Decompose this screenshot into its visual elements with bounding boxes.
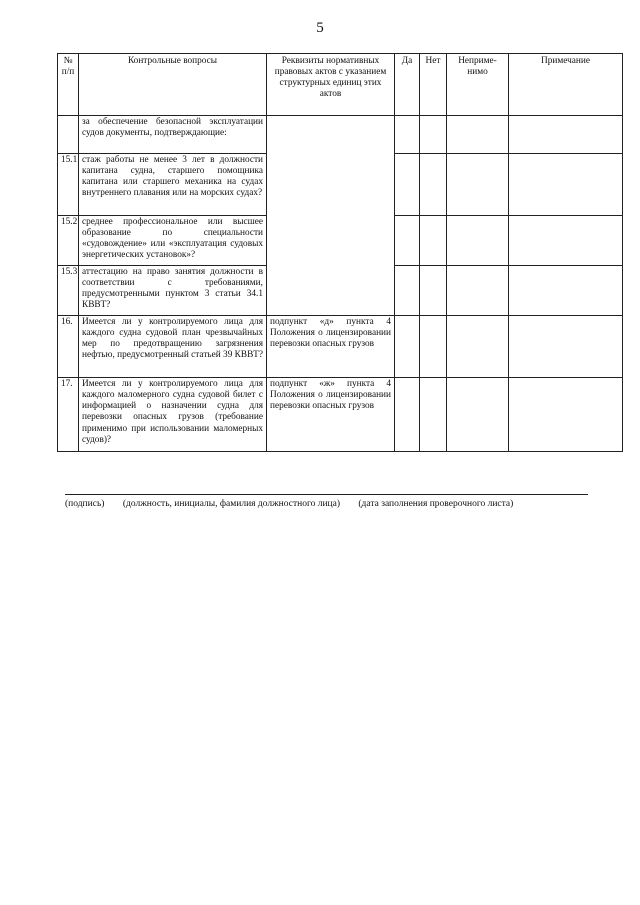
signature-line: [65, 494, 588, 495]
note-cell[interactable]: [509, 154, 623, 216]
row-question: аттестацию на право занятия должности в соответствии с требованиями, предусмотренными пунктом 3 статьи 34.1 КВВТ?: [79, 266, 267, 316]
yes-cell[interactable]: [395, 154, 420, 216]
row-question: Имеется ли у контролируемого лица для каждого маломерного судна судовой билет с информацией о назначении судна для перевозки опасных грузов (требование применимо при использовании маломерных судов)?: [79, 378, 267, 452]
signature-label: (подпись): [65, 499, 105, 509]
row-question: за обеспечение безопасной эксплуатации судов документы, подтверждающие:: [79, 116, 267, 154]
not-applicable-cell[interactable]: [447, 216, 509, 266]
yes-cell[interactable]: [395, 216, 420, 266]
row-number: 15.3: [58, 266, 79, 316]
page-number: 5: [316, 20, 324, 36]
header-num: № п/п: [58, 54, 79, 116]
row-question: стаж работы не менее 3 лет в должности капитана судна, старшего помощника капитана или старшего механика на судах внутреннего плавания или на морских судах?: [79, 154, 267, 216]
not-applicable-cell[interactable]: [447, 316, 509, 378]
yes-cell[interactable]: [395, 316, 420, 378]
row-number: 16.: [58, 316, 79, 378]
note-cell[interactable]: [509, 266, 623, 316]
table-row: [58, 116, 623, 154]
yes-cell[interactable]: [395, 266, 420, 316]
header-no: Нет: [420, 54, 447, 116]
note-cell[interactable]: [509, 116, 623, 154]
row-number: [58, 116, 79, 154]
table-row: [58, 316, 623, 378]
row-requisites: [267, 116, 395, 316]
table-header-row: [58, 54, 623, 116]
yes-cell[interactable]: [395, 378, 420, 452]
no-cell[interactable]: [420, 378, 447, 452]
note-cell[interactable]: [509, 216, 623, 266]
note-cell[interactable]: [509, 316, 623, 378]
header-requisites: Реквизиты нормативных правовых актов с указанием структурных единиц этих актов: [267, 54, 395, 116]
no-cell[interactable]: [420, 316, 447, 378]
header-note: Примечание: [509, 54, 623, 116]
row-question: среднее профессиональное или высшее образование по специальности «судовождение» или «эксплуатация судовых энергетических установок»?: [79, 216, 267, 266]
header-not-applicable: Неприме-нимо: [447, 54, 509, 116]
not-applicable-cell[interactable]: [447, 378, 509, 452]
row-number: 17.: [58, 378, 79, 452]
row-question: Имеется ли у контролируемого лица для каждого судна судовой план чрезвычайных мер по предотвращению загрязнения нефтью, предусмотренный статьей 39 КВВТ?: [79, 316, 267, 378]
header-yes: Да: [395, 54, 420, 116]
position-label: (должность, инициалы, фамилия должностного лица): [122, 499, 341, 509]
header-question: Контрольные вопросы: [79, 54, 267, 116]
signature-labels: [65, 499, 605, 509]
row-requisites: подпункт «д» пункта 4 Положения о лицензировании перевозки опасных грузов: [267, 316, 395, 378]
no-cell[interactable]: [420, 116, 447, 154]
not-applicable-cell[interactable]: [447, 154, 509, 216]
checklist-table: [57, 53, 623, 452]
row-number: 15.2: [58, 216, 79, 266]
not-applicable-cell[interactable]: [447, 266, 509, 316]
no-cell[interactable]: [420, 216, 447, 266]
table-row: [58, 378, 623, 452]
no-cell[interactable]: [420, 266, 447, 316]
no-cell[interactable]: [420, 154, 447, 216]
row-requisites: подпункт «ж» пункта 4 Положения о лицензировании перевозки опасных грузов: [267, 378, 395, 452]
date-label: (дата заполнения проверочного листа): [358, 499, 514, 509]
row-number: 15.1: [58, 154, 79, 216]
yes-cell[interactable]: [395, 116, 420, 154]
note-cell[interactable]: [509, 378, 623, 452]
not-applicable-cell[interactable]: [447, 116, 509, 154]
